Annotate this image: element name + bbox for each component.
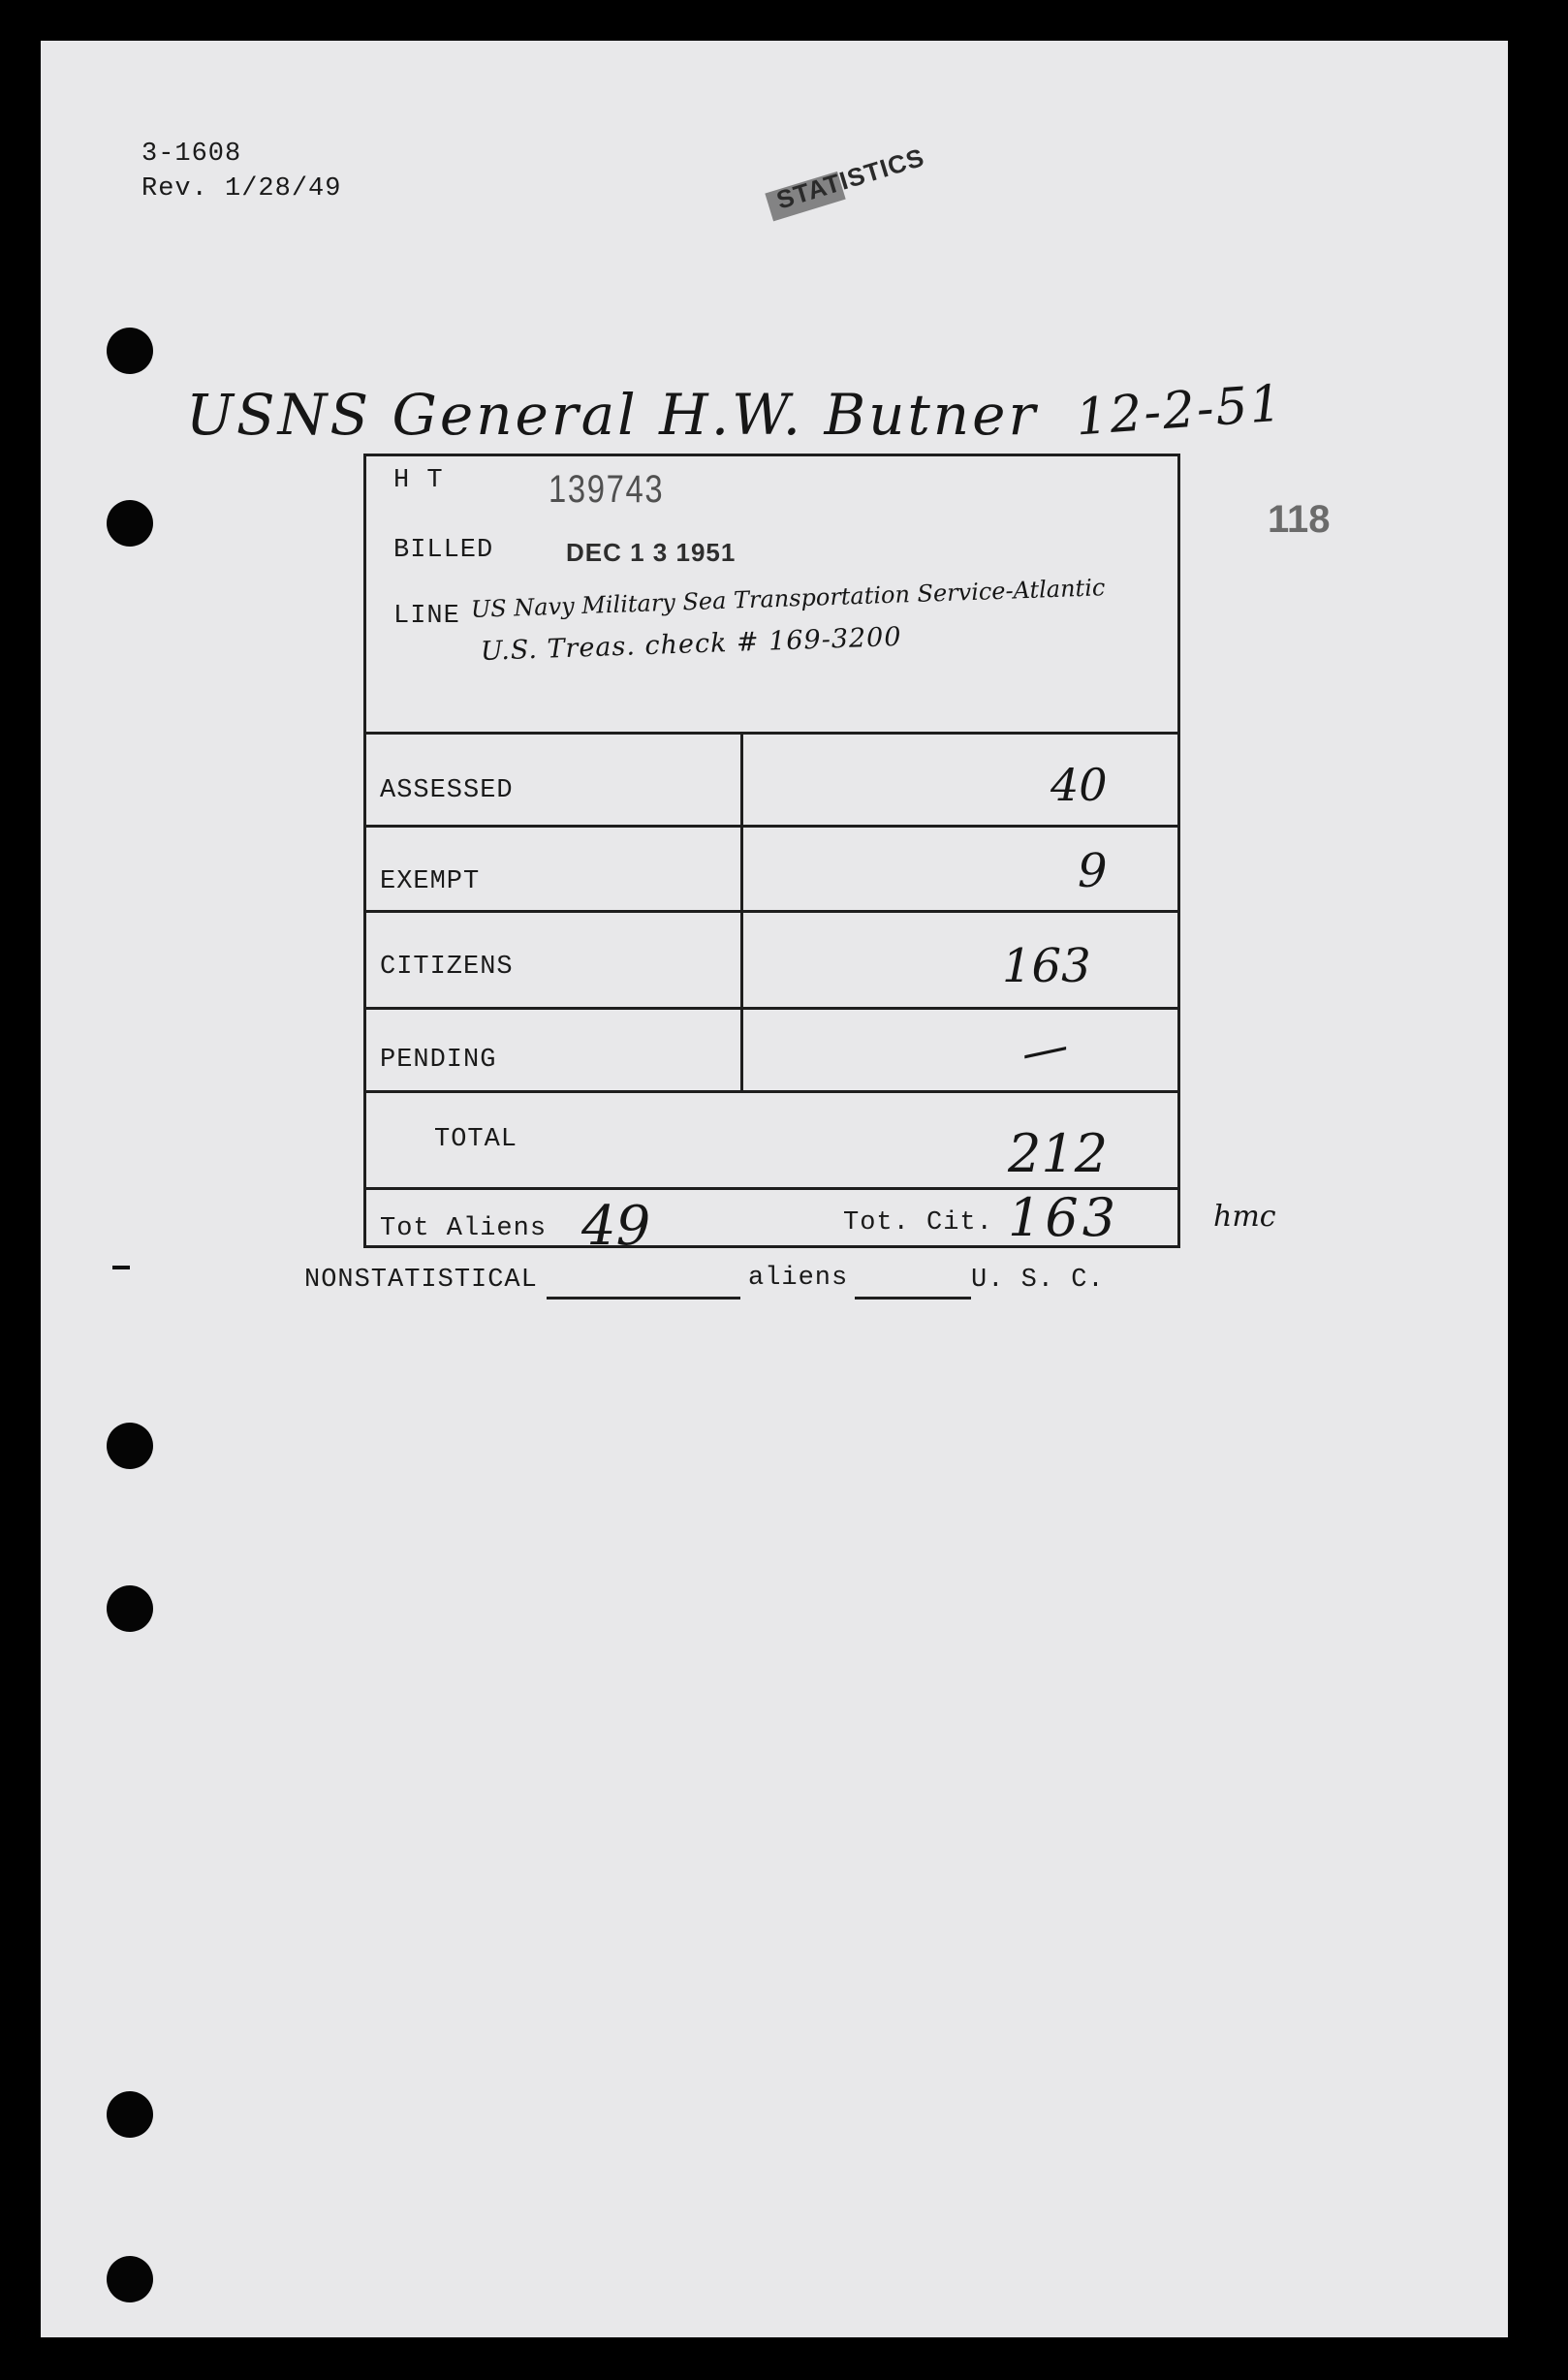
- usc-label: U. S. C.: [971, 1266, 1105, 1295]
- ht-label: H T: [393, 466, 444, 495]
- rule-top-section: [366, 732, 1177, 735]
- aliens-label: aliens: [748, 1264, 849, 1293]
- tot-cit-value: 163: [1008, 1187, 1120, 1248]
- tot-cit-label: Tot. Cit.: [843, 1208, 993, 1237]
- line-label: LINE: [393, 602, 460, 631]
- stamp-text: STATISTICS: [772, 141, 928, 215]
- page-number: 118: [1268, 498, 1331, 541]
- punch-hole: [107, 2091, 153, 2138]
- exempt-value: 9: [1078, 844, 1108, 898]
- rule-citizens: [366, 1007, 1177, 1010]
- reviewer-initials: hmc: [1213, 1200, 1276, 1234]
- margin-mark: [112, 1266, 130, 1269]
- treasury-check-note: U.S. Treas. check # 169-3200: [480, 621, 902, 667]
- punch-hole: [107, 500, 153, 547]
- assessed-label: ASSESSED: [380, 776, 514, 805]
- rule-assessed: [366, 825, 1177, 828]
- document-page: [41, 41, 1508, 2337]
- nonstatistical-blank: [547, 1297, 740, 1300]
- form-number: 3-1608: [141, 140, 242, 169]
- billed-date-stamp: DEC 1 3 1951: [566, 538, 737, 567]
- line-value: US Navy Military Sea Transportation Service-Atlantic: [470, 574, 1106, 623]
- form-revision: Rev. 1/28/49: [141, 174, 342, 204]
- punch-hole: [107, 1423, 153, 1469]
- billed-label: BILLED: [393, 536, 494, 565]
- pending-label: PENDING: [380, 1046, 497, 1075]
- citizens-label: CITIZENS: [380, 953, 514, 982]
- column-divider: [740, 732, 743, 1092]
- arrival-date: 12-2-51: [1074, 374, 1286, 448]
- tot-aliens-label: Tot Aliens: [380, 1214, 548, 1243]
- punch-hole: [107, 1585, 153, 1632]
- pending-value: —: [1016, 1018, 1074, 1081]
- statistics-form: [363, 454, 1180, 1258]
- total-label: TOTAL: [434, 1125, 518, 1154]
- tot-aliens-value: 49: [581, 1195, 651, 1258]
- ht-number: 139743: [549, 468, 665, 511]
- rule-exempt: [366, 910, 1177, 913]
- total-value: 212: [1008, 1123, 1109, 1184]
- aliens-blank: [855, 1297, 971, 1300]
- vessel-name: USNS General H.W. Butner: [186, 382, 1039, 448]
- statistics-stamp: [763, 136, 938, 222]
- exempt-label: EXEMPT: [380, 867, 481, 896]
- assessed-value: 40: [1051, 759, 1108, 811]
- punch-hole: [107, 2256, 153, 2302]
- nonstatistical-label: NONSTATISTICAL: [304, 1266, 538, 1295]
- punch-hole: [107, 328, 153, 374]
- citizens-value: 163: [1002, 939, 1091, 993]
- rule-pending: [366, 1090, 1177, 1093]
